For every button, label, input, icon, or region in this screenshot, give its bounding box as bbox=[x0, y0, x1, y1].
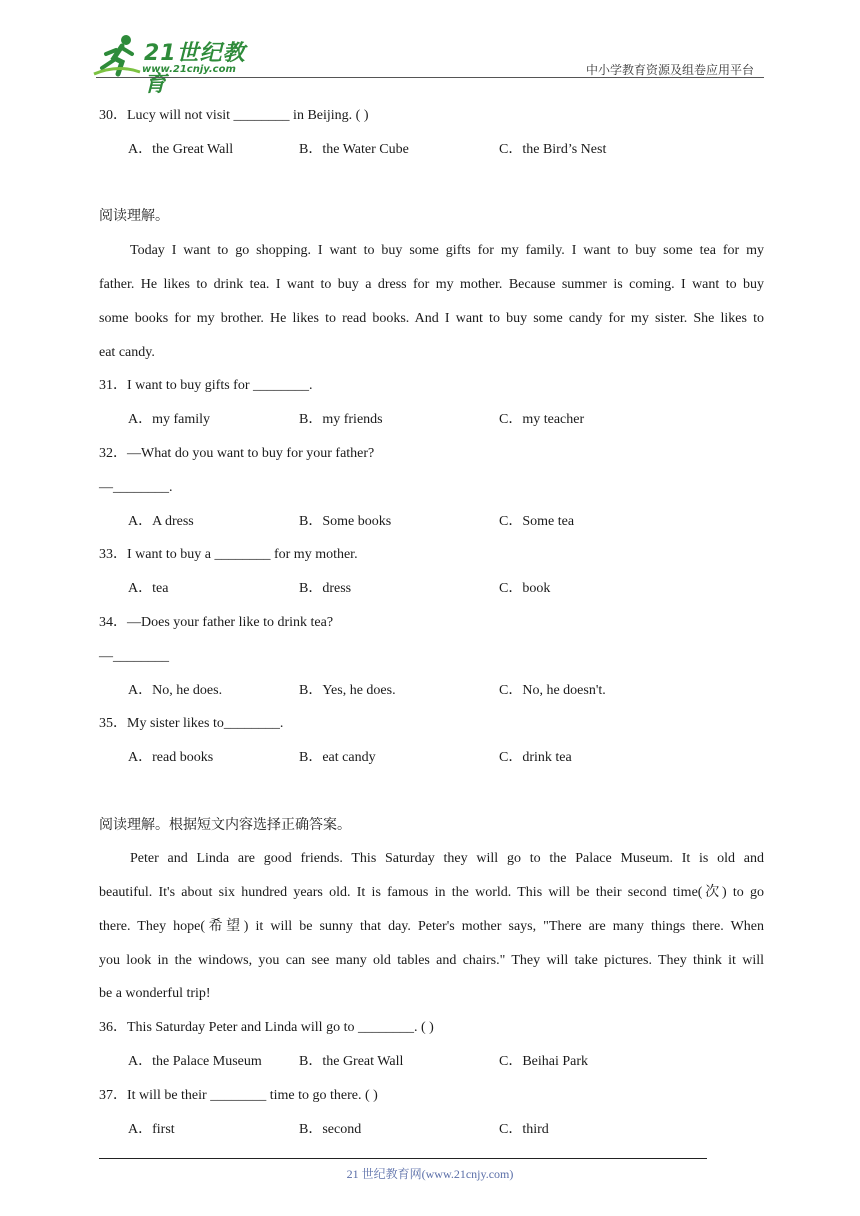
question-34-option-a[interactable]: A．No, he does. bbox=[128, 683, 223, 698]
section-1-passage-line: father. He likes to drink tea. I want to buy a dress for my mother. Because summer is coming. I want to buy bbox=[99, 277, 764, 292]
question-35-option-a[interactable]: A．read books bbox=[128, 750, 214, 765]
question-31-option-a[interactable]: A．my family bbox=[128, 412, 211, 427]
question-37-option-a[interactable]: A．first bbox=[128, 1122, 175, 1137]
footer-text: 21 世纪教育网(www.21cnjy.com) bbox=[346, 1167, 514, 1181]
section-1-title: 阅读理解。 bbox=[99, 208, 169, 224]
section-1-passage-line: eat candy. bbox=[99, 345, 155, 360]
header-divider bbox=[96, 77, 764, 78]
question-34-option-b[interactable]: B．Yes, he does. bbox=[299, 683, 396, 698]
question-30-option-c[interactable]: C．the Bird’s Nest bbox=[499, 142, 607, 157]
question-31-option-b[interactable]: B．my friends bbox=[299, 412, 383, 427]
question-36-option-c[interactable]: C．Beihai Park bbox=[499, 1054, 589, 1069]
question-30-option-a[interactable]: A．the Great Wall bbox=[128, 142, 234, 157]
question-36-option-b[interactable]: B．the Great Wall bbox=[299, 1054, 404, 1069]
question-30-option-b[interactable]: B．the Water Cube bbox=[299, 142, 409, 157]
question-37-option-b[interactable]: B．second bbox=[299, 1122, 362, 1137]
footer-divider bbox=[99, 1158, 707, 1159]
question-33-option-c[interactable]: C．book bbox=[499, 581, 551, 596]
question-34-stem: 34．—Does your father like to drink tea? bbox=[99, 615, 334, 630]
question-34-option-c[interactable]: C．No, he doesn't. bbox=[499, 683, 606, 698]
question-32-option-a[interactable]: A．A dress bbox=[128, 514, 194, 529]
section-2-passage-line: be a wonderful trip! bbox=[99, 986, 211, 1001]
question-33-option-a[interactable]: A．tea bbox=[128, 581, 169, 596]
question-37-option-c[interactable]: C．third bbox=[499, 1122, 549, 1137]
section-2-passage-line: there. They hope(希望) it will be sunny that day. Peter's mother says, "There are many things there. When bbox=[99, 919, 764, 934]
section-2-passage-line: beautiful. It's about six hundred years old. It is famous in the world. This will be their second time(次) to go bbox=[99, 885, 764, 900]
section-2-passage-line: Peter and Linda are good friends. This Saturday they will go to the Palace Museum. It is old and bbox=[130, 851, 764, 866]
question-35-option-b[interactable]: B．eat candy bbox=[299, 750, 376, 765]
logo-text: 21世纪教育 bbox=[144, 41, 246, 97]
question-33-option-b[interactable]: B．dress bbox=[299, 581, 352, 596]
runner-logo-icon bbox=[92, 34, 142, 78]
section-2-passage-line: you look in the windows, you can see many old tables and chairs." They will take pictures. They think it will bbox=[99, 953, 764, 968]
question-35-stem: 35．My sister likes to________. bbox=[99, 716, 284, 731]
header-tagline: 中小学教育资源及组卷应用平台 bbox=[585, 63, 754, 77]
page-header bbox=[0, 0, 860, 97]
question-30-stem: 30．Lucy will not visit ________ in Beijing. ( ) bbox=[99, 108, 369, 123]
section-1-passage-line: some books for my brother. He likes to read books. And I want to buy some candy for my sister. She likes to bbox=[99, 311, 764, 326]
site-logo bbox=[92, 34, 262, 97]
question-34-answer-line: —________ bbox=[99, 649, 169, 664]
question-37-stem: 37．It will be their ________ time to go there. ( ) bbox=[99, 1088, 378, 1103]
question-31-stem: 31．I want to buy gifts for ________. bbox=[99, 378, 313, 393]
logo-url: www.21cnjy.com bbox=[142, 64, 236, 75]
question-32-answer-line: —________. bbox=[99, 480, 173, 495]
question-36-stem: 36．This Saturday Peter and Linda will go to ________. ( ) bbox=[99, 1020, 434, 1035]
question-33-stem: 33．I want to buy a ________ for my mother. bbox=[99, 547, 358, 562]
question-36-option-a[interactable]: A．the Palace Museum bbox=[128, 1054, 262, 1069]
question-32-option-b[interactable]: B．Some books bbox=[299, 514, 392, 529]
section-1-passage-line: Today I want to go shopping. I want to buy some gifts for my family. I want to buy some tea for my bbox=[130, 243, 764, 258]
section-2-title: 阅读理解。根据短文内容选择正确答案。 bbox=[99, 817, 351, 833]
question-32-stem: 32．—What do you want to buy for your father? bbox=[99, 446, 375, 461]
question-35-option-c[interactable]: C．drink tea bbox=[499, 750, 572, 765]
question-31-option-c[interactable]: C．my teacher bbox=[499, 412, 585, 427]
question-32-option-c[interactable]: C．Some tea bbox=[499, 514, 575, 529]
